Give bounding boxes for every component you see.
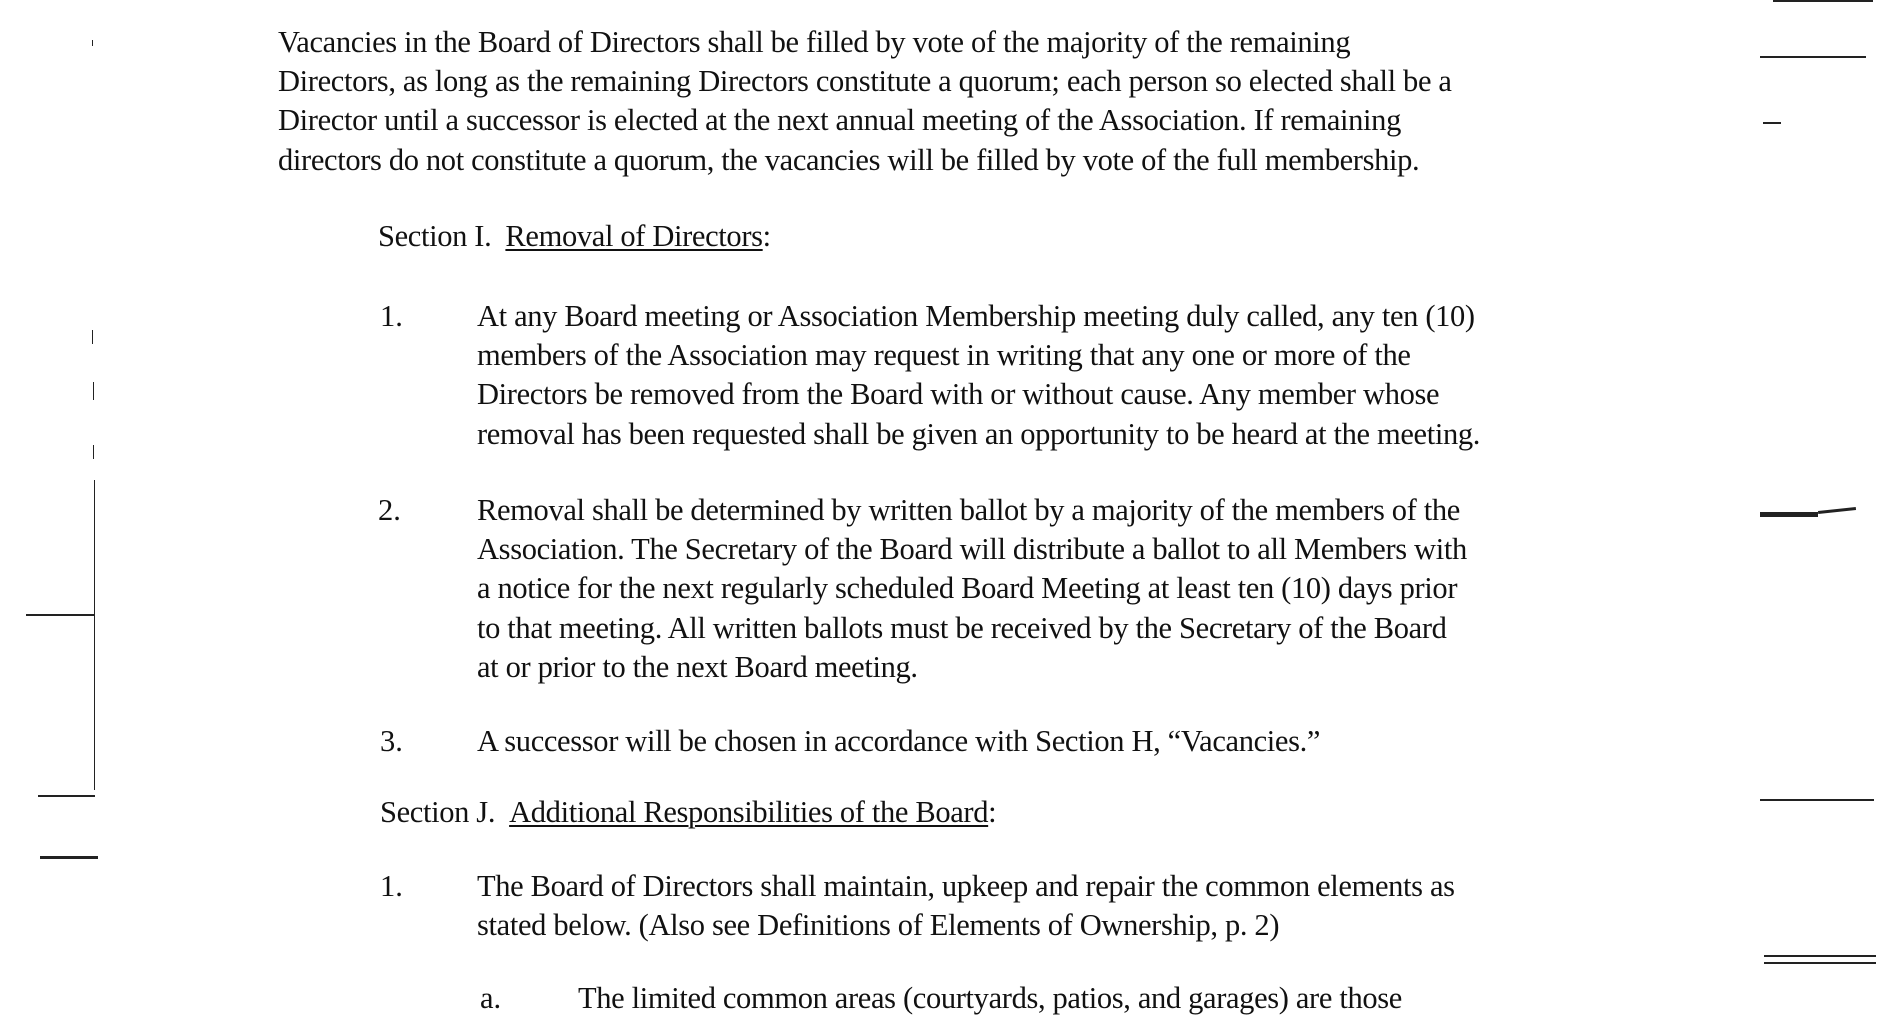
scan-artifact: [1760, 799, 1874, 801]
section-j-heading: [380, 793, 996, 832]
list-item-line: Directors be removed from the Board with or without cause. Any member whose: [477, 377, 1440, 412]
scan-artifact: [1818, 507, 1856, 514]
list-item-line: The Board of Directors shall maintain, upkeep and repair the common elements as: [477, 869, 1455, 903]
paragraph-line: directors do not constitute a quorum, the vacancies will be filled by vote of the full membership.: [278, 142, 1420, 177]
scan-artifact: [1760, 512, 1818, 517]
list-item-line: to that meeting. All written ballots must be received by the Secretary of the Board: [477, 610, 1447, 645]
section-title: Additional Responsibilities of the Board: [509, 795, 989, 829]
scan-artifact: [1773, 0, 1873, 2]
scan-artifact: [26, 614, 94, 616]
scan-artifact: [40, 856, 98, 859]
sub-item-letter: a.: [480, 981, 502, 1015]
list-item-number: 2.: [378, 493, 401, 527]
scan-artifact: [92, 330, 93, 344]
sub-item-line: The limited common areas (courtyards, patios, and garages) are those: [578, 981, 1402, 1015]
list-item-text: [477, 867, 1455, 945]
list-item-line: members of the Association may request in writing that any one or more of the: [477, 338, 1411, 373]
scan-artifact: [1763, 122, 1781, 124]
section-label: Section I.: [378, 219, 492, 253]
sub-item-text: [578, 979, 1402, 1018]
list-item-number: 3.: [380, 724, 403, 758]
section-title-colon: :: [988, 795, 997, 829]
paragraph-line: Director until a successor is elected at the next annual meeting of the Association. If remaining: [278, 103, 1401, 138]
list-item-line: Association. The Secretary of the Board will distribute a ballot to all Members with: [477, 532, 1467, 567]
section-label: Section J.: [380, 795, 496, 829]
list-item-line: removal has been requested shall be given an opportunity to be heard at the meeting.: [477, 416, 1481, 451]
list-item-text: [477, 722, 1320, 761]
scan-artifact: [93, 382, 94, 400]
scan-artifact: [1764, 962, 1876, 964]
paragraph-line: Vacancies in the Board of Directors shall be filled by vote of the majority of the remaining: [278, 25, 1351, 59]
list-item-line: a notice for the next regularly scheduled Board Meeting at least ten (10) days prior: [477, 571, 1458, 606]
scan-artifact: [94, 480, 95, 790]
list-item-line: at or prior to the next Board meeting.: [477, 649, 918, 684]
vacancies-paragraph: [278, 23, 1452, 180]
list-item-text: [477, 491, 1467, 687]
section-title: Removal of Directors: [505, 219, 763, 253]
scan-artifact: [1760, 56, 1866, 58]
list-item-number: 1.: [380, 299, 403, 333]
list-item-line: Removal shall be determined by written ballot by a majority of the members of the: [477, 493, 1460, 527]
paragraph-line: Directors, as long as the remaining Directors constitute a quorum; each person so elected shall be a: [278, 64, 1452, 99]
section-i-heading: [378, 217, 771, 256]
scan-artifact: [93, 445, 94, 459]
list-item-line: At any Board meeting or Association Membership meeting duly called, any ten (10): [477, 299, 1475, 333]
scan-artifact: [38, 795, 95, 797]
section-title-colon: :: [762, 219, 771, 253]
scan-artifact: [1764, 955, 1876, 957]
list-item-line: stated below. (Also see Definitions of Elements of Ownership, p. 2): [477, 908, 1280, 943]
scan-artifact: [92, 40, 93, 46]
list-item-text: [477, 297, 1480, 454]
list-item-line: A successor will be chosen in accordance with Section H, “Vacancies.”: [477, 724, 1321, 758]
list-item-number: 1.: [380, 869, 403, 903]
